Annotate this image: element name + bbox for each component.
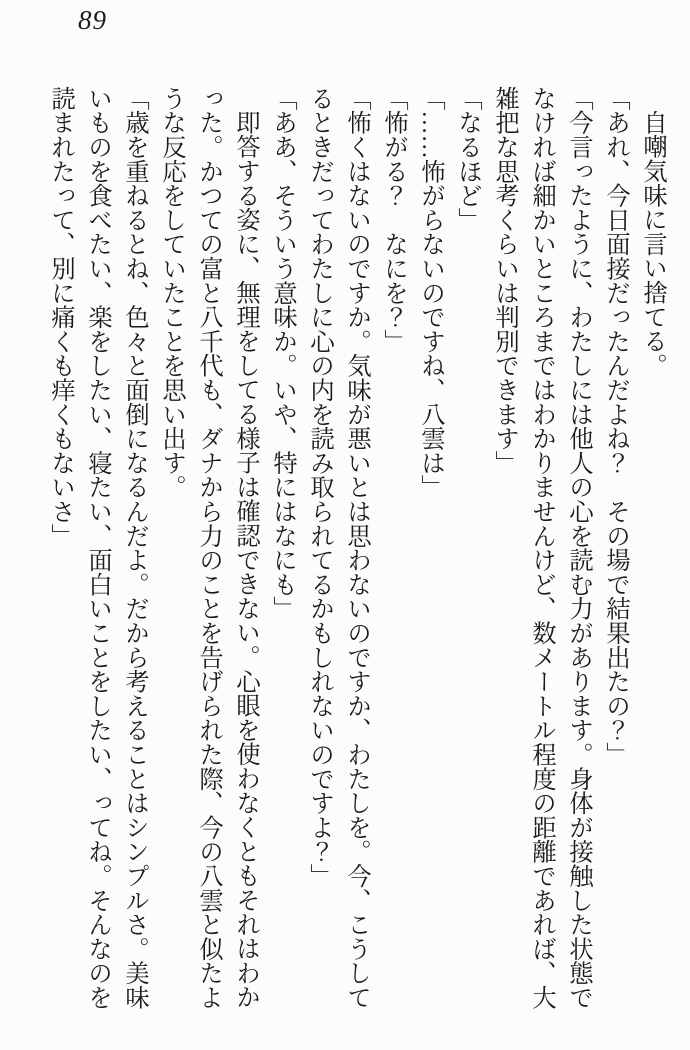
text-line: 自嘲気味に言い捨てる。 [639,110,666,378]
text-block [42,86,671,1012]
text-line: 「怖がる？ なにを？」 [380,86,407,354]
text-line: 雑把な思考くらいは判別できます」 [491,86,518,475]
text-line: 「……怖がらないのですね、八雲は」 [417,86,444,500]
text-line: 「あれ、今日面接だったんだよね？ その場で結果出たの？」 [602,86,629,767]
text-line: 「歳を重ねるとね、色々と面倒になるんだよ。だから考えることはシンプルさ。美味 [121,86,148,1010]
text-line: るときだってわたしに心の内を読み取られてるかもしれないのですよ？」 [306,86,333,888]
text-line: 「ああ、そういう意味か。いや、特にはなにも」 [269,86,296,621]
text-line: なければ細かいところまではわかりませんけど、数メートル程度の距離であれば、大 [528,86,555,1010]
page-number: 89 [78,5,107,35]
text-line: った。かつての富と八千代も、ダナから力のことを告げられた際、今の八雲と似たよ [195,86,222,1010]
text-line: 読まれたって、別に痛くも痒くもないさ」 [47,86,74,548]
text-line: 「今言ったように、わたしには他人の心を読む力があります。身体が接触した状態で [565,86,592,1010]
text-line: 「なるほど」 [454,86,481,232]
text-line: いものを食べたい、楽をしたい、寝たい、面白いことをしたい、ってね。そんなのを [84,86,111,1010]
text-line: 即答する姿に、無理をしてる様子は確認できない。心眼を使わなくともそれはわか [232,110,259,1010]
text-line: うな反応をしていたことを思い出す。 [158,86,185,500]
text-line: 「怖くはないのですか。気味が悪いとは思わないのですか、わたしを。今、こうして [343,86,370,1010]
